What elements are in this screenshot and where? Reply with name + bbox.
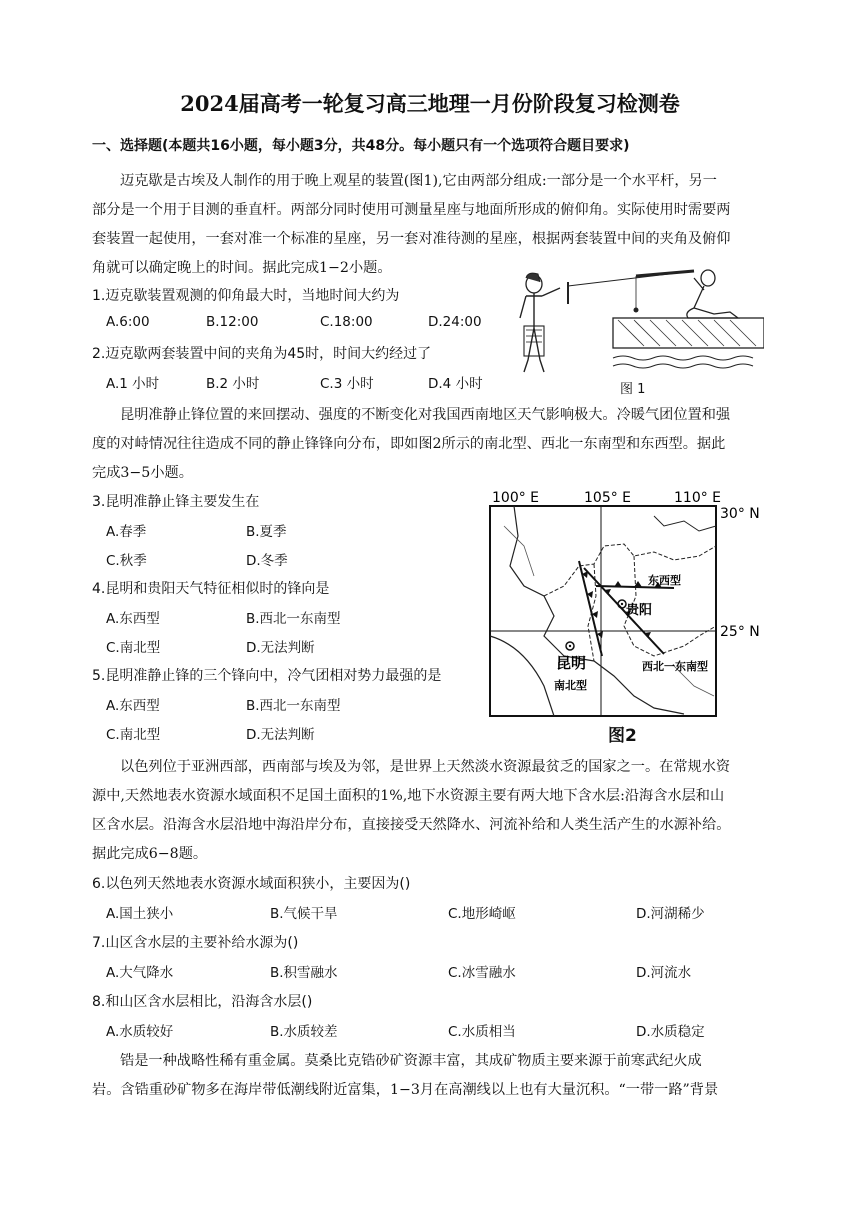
q8-option-c[interactable]: C.水质相当: [448, 1024, 516, 1040]
passage1-line1: 迈克歇是古埃及人制作的用于晚上观星的装置(图1),它由两部分组成:一部分是一个水平杆，另一: [120, 173, 717, 189]
lon-label-110: 110° E: [674, 490, 722, 506]
figure1-caption: 图 1: [620, 382, 646, 397]
q3-option-c[interactable]: C.秋季: [106, 553, 147, 569]
q5-option-a[interactable]: A.东西型: [106, 698, 160, 714]
question-2-stem: 2.迈克歇两套装置中间的夹角为45时，时间大约经过了: [92, 346, 432, 362]
lat-label-30: 30° N: [720, 506, 760, 522]
q5-option-b[interactable]: B.西北一东南型: [246, 698, 341, 714]
q7-option-b[interactable]: B.积雪融水: [270, 965, 338, 981]
q3-option-d[interactable]: D.冬季: [246, 553, 288, 569]
q4-option-c[interactable]: C.南北型: [106, 640, 161, 656]
q7-option-a[interactable]: A.大气降水: [106, 965, 174, 981]
q8-option-a[interactable]: A.水质较好: [106, 1024, 174, 1040]
passage2-line3: 完成3−5小题。: [92, 465, 193, 481]
question-7-stem: 7.山区含水层的主要补给水源为(): [92, 935, 299, 951]
lon-label-105: 105° E: [584, 490, 632, 506]
q1-option-d[interactable]: D.24:00: [428, 314, 482, 330]
passage3-line1: 以色列位于亚洲西部，西南部与埃及为邻，是世界上天然淡水资源最贫乏的国家之一。在常规水资: [120, 759, 731, 775]
question-4-stem: 4.昆明和贵阳天气特征相似时的锋向是: [92, 581, 330, 597]
q2-option-a[interactable]: A.1 小时: [106, 376, 160, 392]
q7-option-c[interactable]: C.冰雪融水: [448, 965, 516, 981]
question-1-stem: 1.迈克歇装置观测的仰角最大时，当地时间大约为: [92, 288, 400, 304]
figure2-caption: 图2: [608, 726, 637, 746]
q5-option-c[interactable]: C.南北型: [106, 727, 161, 743]
passage1-line4: 角就可以确定晚上的时间。据此完成1−2小题。: [92, 260, 392, 276]
city-label-kunming: 昆明: [556, 654, 587, 672]
figure1-illustration: [498, 268, 764, 396]
section-heading: 一、选择题(本题共16小题，每小题3分，共48分。每小题只有一个选项符合题目要求): [92, 138, 630, 154]
q6-option-c[interactable]: C.地形崎岖: [448, 906, 516, 922]
q4-option-a[interactable]: A.东西型: [106, 611, 160, 627]
passage3-line3: 区含水层。沿海含水层沿地中海沿岸分布，直接接受天然降水、河流补给和人类生活产生的水源补给。: [92, 817, 731, 833]
front-label-north-south: 南北型: [554, 679, 587, 692]
passage2-line2: 度的对峙情况往往造成不同的静止锋锋向分布，即如图2所示的南北型、西北一东南型和东西型。据此: [92, 436, 726, 452]
lon-label-100: 100° E: [492, 490, 540, 506]
question-5-stem: 5.昆明准静止锋的三个锋向中，冷气团相对势力最强的是: [92, 668, 442, 684]
passage3-line2: 源中,天然地表水资源水域面积不足国土面积的1%,地下水资源主要有两大地下含水层:沿海含水层和山: [92, 788, 725, 804]
passage3-line4: 据此完成6−8题。: [92, 846, 208, 862]
q8-option-b[interactable]: B.水质较差: [270, 1024, 338, 1040]
q4-option-d[interactable]: D.无法判断: [246, 640, 315, 656]
passage1-line3: 套装置一起使用，一套对准一个标准的星座，另一套对准待测的星座，根据两套装置中间的夹角及俯仰: [92, 231, 731, 247]
q4-option-b[interactable]: B.西北一东南型: [246, 611, 341, 627]
q2-option-b[interactable]: B.2 小时: [206, 376, 260, 392]
passage4-line2: 岩。含锆重砂矿物多在海岸带低潮线附近富集，1−3月在高潮线以上也有大量沉积。“一带一路”背景: [92, 1082, 719, 1098]
q5-option-d[interactable]: D.无法判断: [246, 727, 315, 743]
q1-option-b[interactable]: B.12:00: [206, 314, 259, 330]
q7-option-d[interactable]: D.河流水: [636, 965, 692, 981]
q3-option-a[interactable]: A.春季: [106, 524, 147, 540]
q6-option-a[interactable]: A.国土狭小: [106, 906, 174, 922]
q2-option-d[interactable]: D.4 小时: [428, 376, 483, 392]
q8-option-d[interactable]: D.水质稳定: [636, 1024, 705, 1040]
question-6-stem: 6.以色列天然地表水资源水域面积狭小，主要因为(): [92, 876, 411, 892]
front-label-nw-se: 西北一东南型: [642, 660, 708, 673]
page-title: 2024届高考一轮复习高三地理一月份阶段复习检测卷: [180, 91, 680, 116]
city-label-guiyang: 贵阳: [626, 603, 653, 618]
q6-option-b[interactable]: B.气候干旱: [270, 906, 338, 922]
passage1-line2: 部分是一个用于目测的垂直杆。两部分同时使用可测量星座与地面所形成的俯仰角。实际使用时需要两: [92, 202, 731, 218]
q1-option-c[interactable]: C.18:00: [320, 314, 373, 330]
lat-label-25: 25° N: [720, 624, 760, 640]
question-8-stem: 8.和山区含水层相比，沿海含水层(): [92, 994, 313, 1010]
q2-option-c[interactable]: C.3 小时: [320, 376, 374, 392]
q1-option-a[interactable]: A.6:00: [106, 314, 150, 330]
passage4-line1: 锆是一种战略性稀有重金属。莫桑比克锆砂矿资源丰富，其成矿物质主要来源于前寒武纪火成: [120, 1053, 702, 1069]
figure2-map: [484, 486, 774, 748]
passage2-line1: 昆明准静止锋位置的来回摆动、强度的不断变化对我国西南地区天气影响极大。冷暖气团位置和强: [120, 407, 731, 423]
question-3-stem: 3.昆明准静止锋主要发生在: [92, 494, 260, 510]
front-label-east-west: 东西型: [648, 574, 681, 587]
q6-option-d[interactable]: D.河湖稀少: [636, 906, 705, 922]
q3-option-b[interactable]: B.夏季: [246, 524, 287, 540]
